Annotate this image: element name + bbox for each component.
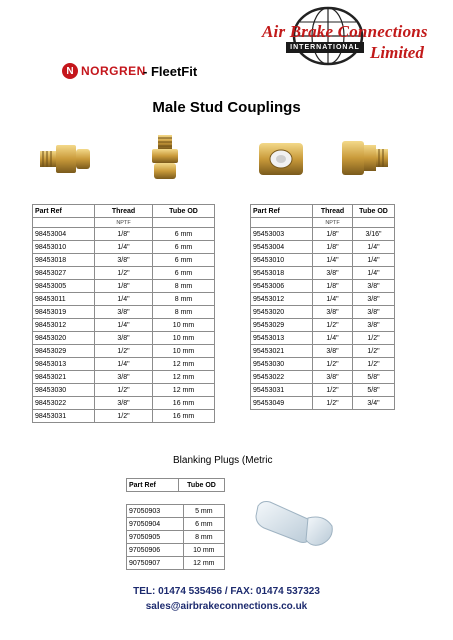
value-cell: 1/4" <box>313 332 353 345</box>
fitting-photo-3 <box>253 133 309 183</box>
part-ref-cell: 98453012 <box>33 319 95 332</box>
email-link[interactable]: sales@airbrakeconnections.co.uk <box>145 601 308 612</box>
table-row <box>33 319 215 332</box>
part-ref-cell: 95453029 <box>251 319 313 332</box>
table-row <box>33 410 215 423</box>
table-row <box>251 319 395 332</box>
value-cell: 8 mm <box>183 531 224 544</box>
table-subheader-row <box>251 218 395 228</box>
part-ref-cell: 98453010 <box>33 241 95 254</box>
part-ref-cell: 98453011 <box>33 293 95 306</box>
international-band: INTERNATIONAL <box>286 42 364 53</box>
value-cell: 12 mm <box>153 358 215 371</box>
value-cell: 6 mm <box>153 228 215 241</box>
column-header-tube-od: Tube OD <box>179 479 225 492</box>
blanking-plugs-header <box>126 478 225 492</box>
value-cell: 1/4" <box>95 293 153 306</box>
value-cell: 1/4" <box>95 241 153 254</box>
value-cell: 1/4" <box>313 254 353 267</box>
column-header-part-ref: Part Ref <box>251 205 313 218</box>
value-cell: 3/16" <box>353 228 395 241</box>
company-name-limited: Limited <box>370 43 424 62</box>
table-header-row <box>127 479 225 492</box>
table-row <box>251 241 395 254</box>
table-row <box>251 332 395 345</box>
value-cell: 1/2" <box>313 319 353 332</box>
part-ref-cell: 98453004 <box>33 228 95 241</box>
value-cell: 3/8" <box>353 280 395 293</box>
fitting-photo-1 <box>38 133 94 183</box>
value-cell: 1/8" <box>313 241 353 254</box>
value-cell: 1/2" <box>95 267 153 280</box>
value-cell: 6 mm <box>183 518 224 531</box>
value-cell: 3/8" <box>313 306 353 319</box>
value-cell: 1/2" <box>353 345 395 358</box>
part-ref-cell: 95453031 <box>251 384 313 397</box>
part-ref-cell: 95453020 <box>251 306 313 319</box>
blanking-plugs-table <box>126 504 225 570</box>
table-row <box>251 267 395 280</box>
value-cell: 1/4" <box>95 358 153 371</box>
table-row <box>33 306 215 319</box>
part-ref-cell: 98453013 <box>33 358 95 371</box>
value-cell: 10 mm <box>153 332 215 345</box>
table-row <box>33 280 215 293</box>
value-cell: 10 mm <box>183 544 224 557</box>
part-ref-cell: 97050904 <box>127 518 184 531</box>
value-cell: 10 mm <box>153 345 215 358</box>
value-cell: 6 mm <box>153 241 215 254</box>
table-row <box>127 531 225 544</box>
table-row <box>127 518 225 531</box>
column-header-thread: Thread <box>95 205 153 218</box>
column-header-part-ref: Part Ref <box>33 205 95 218</box>
value-cell: 1/4" <box>313 293 353 306</box>
table-row <box>33 345 215 358</box>
table-row <box>33 293 215 306</box>
table-row <box>251 306 395 319</box>
male-stud-imperial-table <box>250 204 395 410</box>
value-cell: 3/8" <box>353 306 395 319</box>
product-line-title: - FleetFit <box>143 64 198 79</box>
value-cell: 1/4" <box>353 254 395 267</box>
value-cell: 1/4" <box>353 241 395 254</box>
fitting-photo-4 <box>336 133 392 183</box>
value-cell: 12 mm <box>153 371 215 384</box>
contact-footer <box>0 584 453 614</box>
blanking-plug-photo <box>252 492 336 554</box>
table-row <box>251 228 395 241</box>
part-ref-cell: 98453019 <box>33 306 95 319</box>
value-cell: 1/8" <box>313 280 353 293</box>
table-row <box>33 371 215 384</box>
value-cell: 6 mm <box>153 267 215 280</box>
part-ref-cell: 95453013 <box>251 332 313 345</box>
value-cell: 12 mm <box>153 384 215 397</box>
value-cell: 3/8" <box>95 371 153 384</box>
phone-fax-line: TEL: 01474 535456 / FAX: 01474 537323 <box>133 586 320 597</box>
value-cell: 1/4" <box>95 319 153 332</box>
part-ref-cell: 95453006 <box>251 280 313 293</box>
value-cell: 1/8" <box>95 228 153 241</box>
part-ref-cell: 95453003 <box>251 228 313 241</box>
part-ref-cell: 90750907 <box>127 557 184 570</box>
part-ref-cell: 98453027 <box>33 267 95 280</box>
table-row <box>251 384 395 397</box>
column-header-thread: Thread <box>313 205 353 218</box>
table-row <box>251 254 395 267</box>
table-row <box>33 397 215 410</box>
value-cell: 3/8" <box>95 397 153 410</box>
value-cell: 3/8" <box>313 267 353 280</box>
table-row <box>251 280 395 293</box>
value-cell: 1/2" <box>313 397 353 410</box>
table-row <box>33 358 215 371</box>
part-ref-cell: 98453021 <box>33 371 95 384</box>
value-cell: 1/2" <box>353 358 395 371</box>
part-ref-cell: 95453010 <box>251 254 313 267</box>
part-ref-cell: 95453030 <box>251 358 313 371</box>
value-cell: 12 mm <box>183 557 224 570</box>
value-cell: 1/4" <box>353 267 395 280</box>
part-ref-cell: 95453018 <box>251 267 313 280</box>
table-subheader-row <box>33 218 215 228</box>
table-row <box>33 241 215 254</box>
part-ref-cell: 95453022 <box>251 371 313 384</box>
value-cell: 3/8" <box>95 332 153 345</box>
table-row <box>127 557 225 570</box>
table-row <box>33 254 215 267</box>
table-row <box>251 358 395 371</box>
value-cell: 10 mm <box>153 319 215 332</box>
company-name: Air Brake Connections <box>262 22 428 41</box>
value-cell: 1/2" <box>95 345 153 358</box>
norgren-logo <box>62 63 146 79</box>
value-cell: 3/8" <box>313 371 353 384</box>
table-row <box>251 397 395 410</box>
male-stud-metric-table <box>32 204 215 423</box>
part-ref-cell: 98453031 <box>33 410 95 423</box>
value-cell: 1/2" <box>313 358 353 371</box>
part-ref-cell: 97050903 <box>127 505 184 518</box>
value-cell: 3/8" <box>95 306 153 319</box>
part-ref-cell: 95453004 <box>251 241 313 254</box>
thread-type-label: NPTF <box>313 218 353 228</box>
part-ref-cell: 98453022 <box>33 397 95 410</box>
column-header-tube-od: Tube OD <box>153 205 215 218</box>
table-row <box>33 384 215 397</box>
column-header-tube-od: Tube OD <box>353 205 395 218</box>
value-cell: 1/8" <box>313 228 353 241</box>
value-cell: 6 mm <box>153 254 215 267</box>
norgren-mark-icon: N <box>62 63 78 79</box>
value-cell: 8 mm <box>153 306 215 319</box>
table-row <box>127 505 225 518</box>
table-row <box>251 293 395 306</box>
table-header-row <box>33 205 215 218</box>
value-cell: 1/2" <box>95 410 153 423</box>
value-cell: 1/8" <box>95 280 153 293</box>
value-cell: 3/8" <box>353 319 395 332</box>
value-cell: 8 mm <box>153 293 215 306</box>
value-cell: 3/8" <box>313 345 353 358</box>
value-cell: 3/8" <box>95 254 153 267</box>
value-cell: 5 mm <box>183 505 224 518</box>
table-row <box>127 544 225 557</box>
column-header-part-ref: Part Ref <box>127 479 179 492</box>
part-ref-cell: 98453018 <box>33 254 95 267</box>
value-cell: 1/2" <box>313 384 353 397</box>
value-cell: 5/8" <box>353 384 395 397</box>
value-cell: 8 mm <box>153 280 215 293</box>
table-header-row <box>251 205 395 218</box>
norgren-wordmark: NORGREN <box>81 64 146 78</box>
value-cell: 16 mm <box>153 397 215 410</box>
value-cell: 16 mm <box>153 410 215 423</box>
part-ref-cell: 95453012 <box>251 293 313 306</box>
part-ref-cell: 95453021 <box>251 345 313 358</box>
value-cell: 5/8" <box>353 371 395 384</box>
part-ref-cell: 97050906 <box>127 544 184 557</box>
part-ref-cell: 97050905 <box>127 531 184 544</box>
blanking-plugs-title: Blanking Plugs (Metric <box>173 455 273 466</box>
part-ref-cell: 98453030 <box>33 384 95 397</box>
value-cell: 3/8" <box>353 293 395 306</box>
table-row <box>33 267 215 280</box>
table-row <box>251 371 395 384</box>
thread-type-label: NPTF <box>95 218 153 228</box>
page-title: Male Stud Couplings <box>152 99 301 116</box>
value-cell: 1/2" <box>353 332 395 345</box>
part-ref-cell: 98453005 <box>33 280 95 293</box>
part-ref-cell: 98453029 <box>33 345 95 358</box>
part-ref-cell: 98453020 <box>33 332 95 345</box>
table-row <box>251 345 395 358</box>
value-cell: 1/2" <box>95 384 153 397</box>
part-ref-cell: 95453049 <box>251 397 313 410</box>
value-cell: 3/4" <box>353 397 395 410</box>
table-row <box>33 332 215 345</box>
table-row <box>33 228 215 241</box>
fitting-photo-2 <box>136 133 192 183</box>
